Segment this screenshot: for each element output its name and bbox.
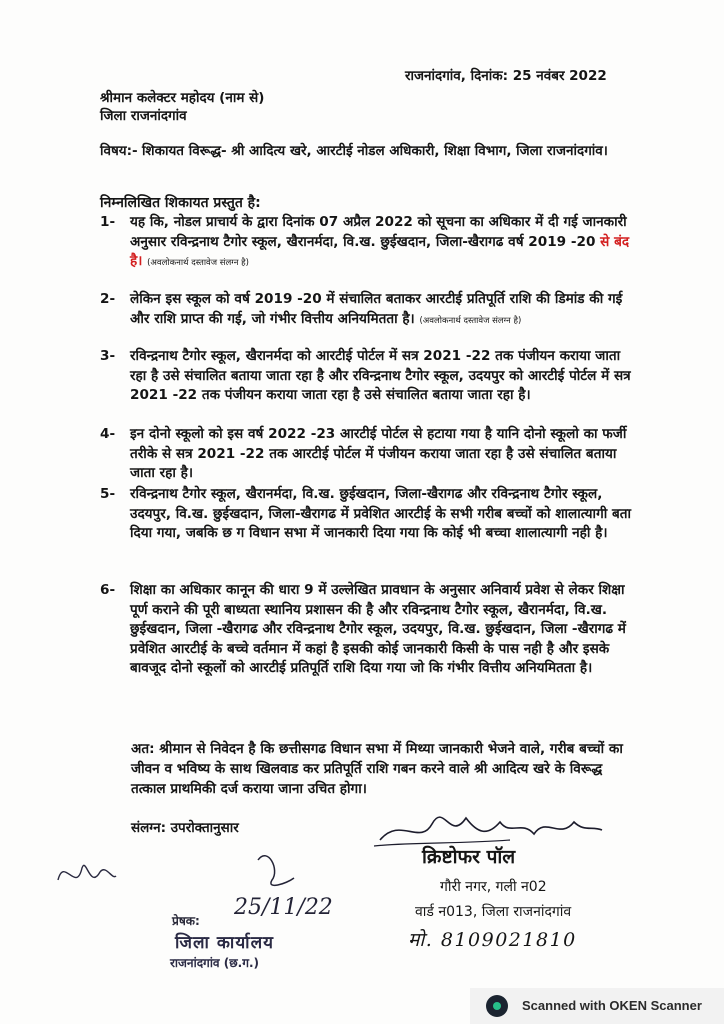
complaint-point-1 xyxy=(100,213,635,274)
point-number: 2- xyxy=(100,291,116,307)
point-text: लेकिन इस स्कूल को वर्ष 2019 -20 में संचालित बताकर आरटीई प्रतिपूर्ति राशि की डिमांड की गई और राशि प्राप्त की गई, जो गंभीर वित्तीय अनियमितता है। xyxy=(130,291,623,327)
point-note: (अवलोकनार्थ दस्तावेज संलग्न है) xyxy=(147,258,249,269)
scanner-logo-dot xyxy=(493,1002,501,1010)
point-text: रविन्द्रनाथ टैगोर स्कूल, खैरानर्मदा, वि.ख. छुईखदान, जिला-खैरागढ और रविन्द्रनाथ टैगोर स्कूल, उदयपुर, वि.ख. छुईखदान, जिला-खैरागढ में प्रवेशित आरटीई के सभी गरीब बच्चों को शालात्यागी बता दिया गया, जबकि छ ग विधान सभा में जानकारी दिया गया कि कोई भी बच्चा शालात्यागी नही है। xyxy=(130,486,632,542)
request-paragraph: अत: श्रीमान से निवेदन है कि छत्तीसगढ विधान सभा में मिथ्या जानकारी भेजने वाले, गरीब बच्चों का जीवन व भविष्य के साथ खिलवाड कर प्रतिपूर्ति राशि गबन करने वाले श्री आदित्य खरे के विरूद्ध तत्काल प्राथमिकी दर्ज कराया जाना उचित होगा। xyxy=(131,741,623,797)
letter-date: राजनांदगांव, दिनांक: 25 नवंबर 2022 xyxy=(405,68,607,84)
complaint-point-3 xyxy=(100,347,635,406)
complaint-intro: निम्नलिखित शिकायत प्रस्तुत है: xyxy=(100,195,261,211)
subject-text: शिकायत विरूद्ध- श्री आदित्य खरे, आरटीई नोडल अधिकारी, शिक्षा विभाग, जिला राजनांदगांव। xyxy=(141,143,608,159)
office-stamp-city: राजनांदगांव (छ.ग.) xyxy=(170,956,260,970)
point-number: 5- xyxy=(100,486,116,502)
address-line-2: वार्ड न013, जिला राजनांदगांव xyxy=(415,904,572,920)
enclosure-line: संलग्न: उपरोक्तानुसार xyxy=(131,820,239,836)
point-number: 6- xyxy=(100,582,116,598)
scanner-watermark xyxy=(470,988,724,1024)
address-line-1: गौरी नगर, गली न02 xyxy=(440,879,547,895)
mobile-number: मो. 8109021810 xyxy=(408,929,577,951)
subject-label: विषय:- xyxy=(100,143,138,159)
point-text: शिक्षा का अधिकार कानून की धारा 9 में उल्लेखित प्रावधान के अनुसार अनिवार्य प्रवेश से लेकर शिक्षा पूर्ण कराने की पूरी बाध्यता स्थानिय प्रशासन की है और रविन्द्रनाथ टैगोर स्कूल, खैरानर्मदा, वि.ख. छुईखदान, जिला -खैरागढ और रविन्द्रनाथ टैगोर स्कूल, उदयपुर, वि.ख. छुईखदान, जिला -खैरागढ में प्रवेशित आरटीई के बच्चे वर्तमान में कहां है इसकी कोई जानकारी किसी के पास नही है और इसके बावजूद दोनो स्कूलों को आरटीई प्रतिपूर्ति राशि दिया गया जो कि गंभीर वित्तीय अनियमितता है। xyxy=(130,582,626,677)
signatory-name: क्रिष्टोफर पॉल xyxy=(422,846,516,868)
complaint-point-2 xyxy=(100,290,635,331)
sender-label: प्रेषक: xyxy=(172,914,200,928)
complaint-point-5 xyxy=(100,485,635,544)
scanner-watermark-text: Scanned with OKEN Scanner xyxy=(522,998,702,1013)
point-number: 3- xyxy=(100,348,116,364)
point-number: 4- xyxy=(100,426,116,442)
margin-scribble xyxy=(50,850,120,900)
subject xyxy=(100,142,630,161)
recipient-line-1: श्रीमान कलेक्टर महोदय (नाम से) xyxy=(100,90,265,106)
office-stamp-name: जिला कार्यालय xyxy=(175,933,274,953)
point-highlight: से बंद है। xyxy=(130,233,630,270)
point-text: इन दोनो स्कूलो को इस वर्ष 2022 -23 आरटीई पोर्टल से हटाया गया है यानि दोनो स्कूलो का फर्जी तरीके से सत्र 2021 -22 तक आरटीई पोर्टल में पंजीयन कराया जाता रहा है उसे संचालित बताया जाता रहा है। xyxy=(130,426,627,482)
complaint-point-6 xyxy=(100,581,635,679)
initials-date: 25/11/22 xyxy=(234,895,333,920)
officer-initials xyxy=(228,850,338,930)
point-text: यह कि, नोडल प्राचार्य के द्वारा दिनांक 07 अप्रैल 2022 को सूचना का अधिकार में दी गई जानकारी अनुसार रविन्द्रनाथ टैगोर स्कूल, खैरानर्मदा, वि.ख. छुईखदान, जिला-खैरागढ वर्ष 2019 -20 xyxy=(130,214,627,250)
recipient-line-2: जिला राजनांदगांव xyxy=(100,108,187,124)
point-text: रविन्द्रनाथ टैगोर स्कूल, खैरानर्मदा को आरटीई पोर्टल में सत्र 2021 -22 तक पंजीयन कराया जाता रहा है उसे संचालित बताया जाता रहा है और रविन्द्रनाथ टैगोर स्कूल, उदयपुर को आरटीई पोर्टल में सत्र 2021 -22 तक पंजीयन कराया जाता रहा है उसे संचालित बताया जाता रहा है। xyxy=(130,348,631,404)
point-number: 1- xyxy=(100,214,116,230)
point-note: (अवलोकनार्थ दस्तावेज संलग्न है) xyxy=(419,315,522,326)
complaint-point-4 xyxy=(100,425,635,484)
